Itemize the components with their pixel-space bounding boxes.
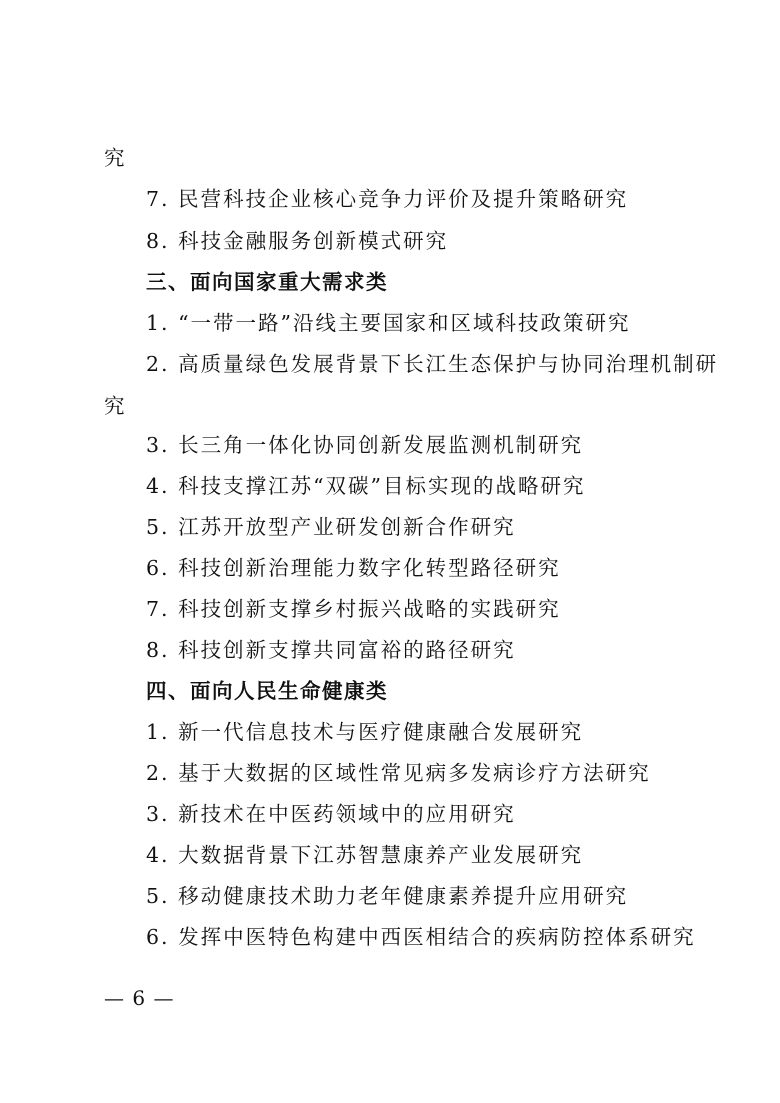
list-item: 8. 科技创新支撑共同富裕的路径研究 <box>146 638 516 662</box>
list-item: 1. 新一代信息技术与医疗健康融合发展研究 <box>146 720 584 744</box>
list-item: 3. 长三角一体化协同创新发展监测机制研究 <box>146 433 584 457</box>
list-item: 6. 科技创新治理能力数字化转型路径研究 <box>146 556 561 580</box>
list-item: 1. “一带一路”沿线主要国家和区域科技政策研究 <box>146 311 631 335</box>
list-item: 5. 移动健康技术助力老年健康素养提升应用研究 <box>146 884 629 908</box>
list-item: 4. 大数据背景下江苏智慧康养产业发展研究 <box>146 843 584 867</box>
list-item: 6. 发挥中医特色构建中西医相结合的疾病防控体系研究 <box>146 925 696 949</box>
text-line-continuation: 究 <box>104 394 127 418</box>
text-line-continuation: 究 <box>104 146 127 170</box>
page-number: — 6 — <box>104 986 175 1010</box>
list-item: 2. 高质量绿色发展背景下长江生态保护与协同治理机制研 <box>146 352 719 376</box>
list-item: 3. 新技术在中医药领域中的应用研究 <box>146 802 516 826</box>
section-heading: 三、面向国家重大需求类 <box>146 270 388 294</box>
list-item: 7. 民营科技企业核心竞争力评价及提升策略研究 <box>146 187 629 211</box>
list-item: 7. 科技创新支撑乡村振兴战略的实践研究 <box>146 597 561 621</box>
list-item: 4. 科技支撑江苏“双碳”目标实现的战略研究 <box>146 474 586 498</box>
list-item: 5. 江苏开放型产业研发创新合作研究 <box>146 515 516 539</box>
list-item: 8. 科技金融服务创新模式研究 <box>146 229 449 253</box>
section-heading: 四、面向人民生命健康类 <box>146 679 388 703</box>
list-item: 2. 基于大数据的区域性常见病多发病诊疗方法研究 <box>146 761 651 785</box>
